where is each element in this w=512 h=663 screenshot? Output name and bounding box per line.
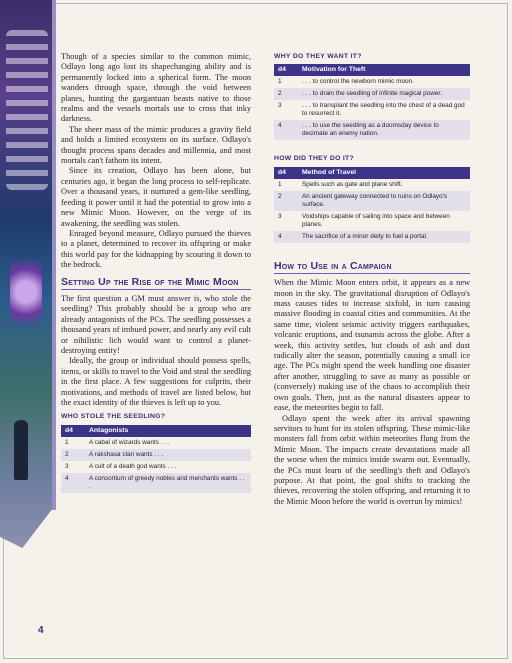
body-paragraph: The first question a GM must answer is, who stole the seedling? This probably should be a group who are already antagonists of the PCs. The seedling possesses a thousand years of imbued power, and nearly any evil cult or nihilistic lich would want to control a planet-destroying entity! [61, 293, 251, 355]
illustration-frame [52, 0, 56, 510]
right-column [274, 52, 470, 507]
table-cell: A rakshasa clan wants . . . [85, 449, 251, 461]
table-caption: WHY DO THEY WANT IT? [274, 53, 362, 60]
table-row [274, 100, 470, 120]
table-cell: 1 [61, 437, 85, 449]
table-row [274, 120, 470, 140]
table-row [61, 437, 251, 449]
table-cell: 3 [61, 461, 85, 473]
table-cell: . . . to use the seedling as a doomsday device to decimate an enemy nation. [298, 120, 470, 140]
table-row [61, 449, 251, 461]
motivation-table [274, 64, 470, 140]
table-cell: The sacrifice of a minor deity to fuel a portal. [298, 231, 470, 243]
table-header: Motivation for Theft [298, 64, 470, 76]
table-row [274, 231, 470, 243]
table-cell: . . . to transplant the seedling into the chest of a dead god to resurrect it. [298, 100, 470, 120]
table-row [61, 473, 251, 493]
table-cell: 4 [274, 231, 298, 243]
table-cell: . . . to drain the seedling of infinite magical power. [298, 88, 470, 100]
table-cell: 2 [61, 449, 85, 461]
table-cell: 2 [274, 88, 298, 100]
body-paragraph: Though of a species similar to the common mimic, Odlayo long ago lost its shapechanging ability and is permanently locked into a spherical form. The moon wanders through space, through the void between planes, hunting the gargantuan beasts native to those realms and the vessels mortals use to cross that inky darkness. [61, 52, 251, 124]
body-paragraph: Odlayo spent the week after its arrival spawning servitors to hunt for its stolen offspring. These mimic-like monsters fall from orbit within meteorites flung from the Mimic Moon. The impacts create devastations made all the worse when the mimics inside swarm out. Eventually, the PCs must learn of the seedling's theft and Odlayo's purpose. At that point, the goal shifts to tracking the thieves, recovering the stolen offspring, and returning it to the Mimic Moon before the world is overrun by mimics! [274, 413, 470, 506]
table-cell: 3 [274, 211, 298, 231]
table-header: Method of Travel [298, 167, 470, 179]
left-column [61, 52, 251, 493]
table-cell: 2 [274, 191, 298, 211]
body-paragraph: The sheer mass of the mimic produces a gravity field and holds a limited ecosystem on its surface. Odlayo's thought process spans decades and millennia, and most mortals can't fathom its intent. [61, 124, 251, 166]
cover-illustration [0, 0, 56, 548]
table-row [274, 191, 470, 211]
section-heading: Setting Up the Rise of the Mimic Moon [61, 277, 251, 290]
section-heading: How to Use in a Campaign [274, 261, 470, 274]
body-paragraph: Since its creation, Odlayo has been alone, but centuries ago, it began the long process to self-replicate. Over a thousand years, it nurtured a gem-like seedling, feeding it power until it had the potential to grow into a new Mimic Moon. However, on the verge of its awakening, the seedling was stolen. [61, 166, 251, 228]
table-cell: 4 [274, 120, 298, 140]
table-cell: 1 [274, 76, 298, 88]
table-row [274, 211, 470, 231]
table-cell: An ancient gateway connected to ruins on Odlayo's surface. [298, 191, 470, 211]
page-number: 4 [38, 625, 44, 636]
body-paragraph: Ideally, the group or individual should possess spells, items, or skills to travel to the Void and steal the seedling in the first place. A few suggestions for culprits, their motivations, and methods of travel are listed below, but the exact identity of the thieves is left up to you. [61, 356, 251, 407]
table-cell: . . . to control the newborn mimic moon. [298, 76, 470, 88]
table-row [61, 461, 251, 473]
table-row [274, 76, 470, 88]
body-paragraph: Enraged beyond measure, Odlayo pursued the thieves to a planet, determined to recover its offspring or make this world pay for the kidnapping by scouring it down to the bedrock. [61, 228, 251, 270]
table-cell: 4 [61, 473, 85, 493]
table-cell: Voidships capable of sailing into space and between planes. [298, 211, 470, 231]
table-cell: 3 [274, 100, 298, 120]
antagonists-table [61, 425, 251, 493]
travel-method-table [274, 167, 470, 243]
table-cell: A cult of a death god wants . . . [85, 461, 251, 473]
table-header: d4 [61, 425, 85, 437]
body-paragraph: When the Mimic Moon enters orbit, it appears as a new moon in the sky. The gravitational disruption of Odlayo's mass causes tides to increase sixfold, in turn causing massive flooding in coastal cities and communities. At the same time, violent seismic activity triggers earthquakes, volcanic eruptions, and tsunamis across the globe. After a week, this activity settles, but clouds of ash and dust radically alter the season, potentially causing a small ice age. The PCs might spend the week handling one disaster after another, struggling to save as many as possible or (conversely) making use of the chaos to accomplish their own goals. Then, just as the natural disasters appear to ease, the meteorites begin to fall. [274, 278, 470, 413]
table-header: d4 [274, 64, 298, 76]
table-cell: 1 [274, 179, 298, 191]
table-row [274, 179, 470, 191]
table-caption: WHO STOLE THE SEEDLING? [61, 413, 166, 421]
illustration-figure [14, 420, 28, 480]
table-row [274, 88, 470, 100]
table-header: Antagonists [85, 425, 251, 437]
table-cell: A cabal of wizards wants . . . [85, 437, 251, 449]
table-cell: A consortium of greedy nobles and merchants wants . . . [85, 473, 251, 493]
table-cell: Spells such as gate and plane shift. [298, 179, 470, 191]
table-caption: HOW DID THEY DO IT? [274, 155, 354, 163]
table-header: d4 [274, 167, 298, 179]
